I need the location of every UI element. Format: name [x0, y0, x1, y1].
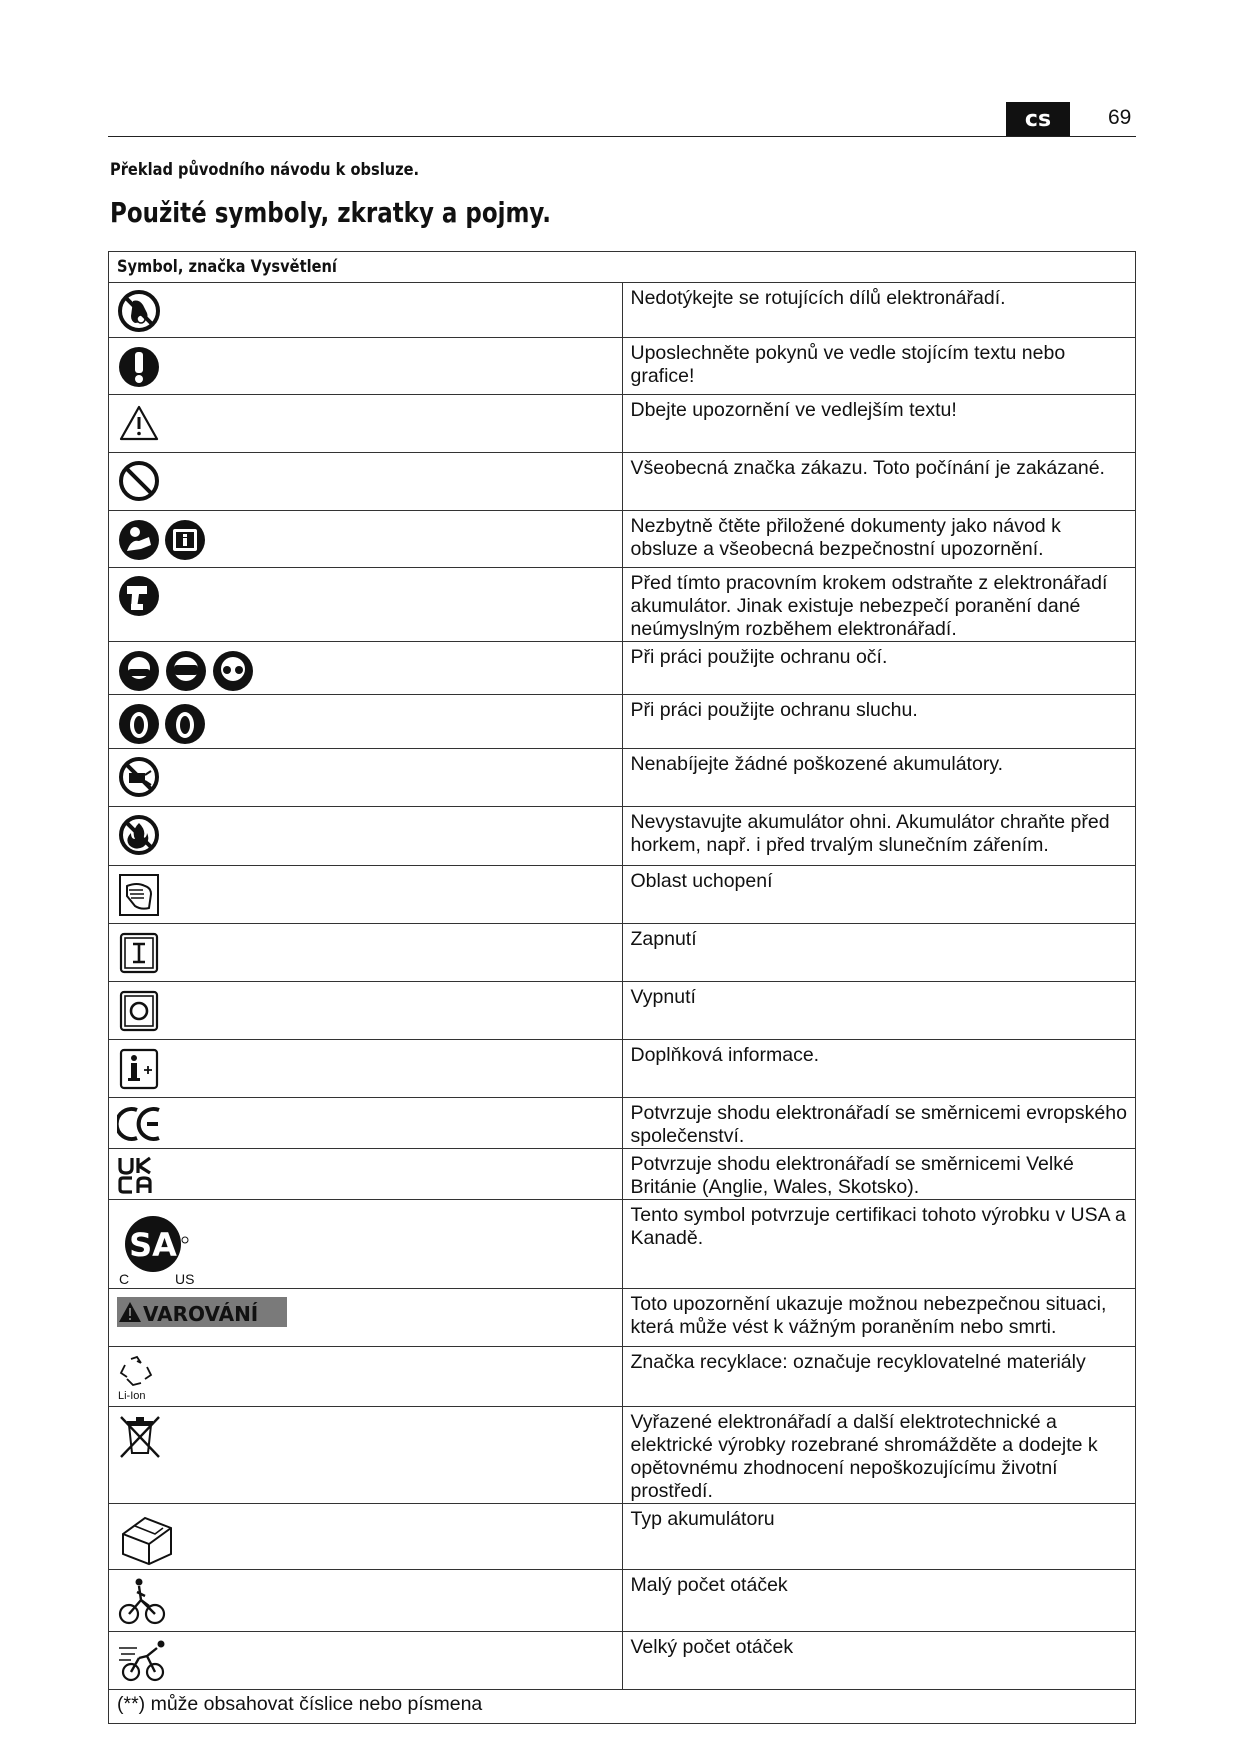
table-row [109, 1347, 1136, 1407]
page-title: Použité symboly, zkratky a pojmy. [110, 196, 551, 229]
svg-text:Li-Ion: Li-Ion [118, 1390, 146, 1402]
warning-label-icon [117, 1295, 287, 1329]
description-cell: Nedotýkejte se rotujících dílů elektronářadí. [622, 283, 1136, 338]
ear-protection-icon [117, 701, 213, 747]
prohibition-icon [117, 459, 161, 503]
table-row [109, 395, 1136, 453]
svg-text:SA: SA [129, 1226, 177, 1264]
read-manual-icon [117, 517, 213, 563]
table-row [109, 1040, 1136, 1098]
no-touch-rotating-parts-icon [117, 289, 161, 333]
description-cell: Potvrzuje shodu elektronářadí se směrnicemi Velké Británie (Anglie, Wales, Skotsko). [622, 1149, 1136, 1200]
description-cell: Před tímto pracovním krokem odstraňte z elektronářadí akumulátor. Jinak existuje nebezpečí poranění dané neúmyslným rozběhem elektronářadí. [622, 568, 1136, 642]
description-cell: Tento symbol potvrzuje certifikaci tohoto výrobku v USA a Kanadě. [622, 1200, 1136, 1289]
description-cell: Nezbytně čtěte přiložené dokumenty jako návod k obsluze a všeobecná bezpečnostní upozornění. [622, 511, 1136, 568]
no-fire-icon [117, 813, 161, 857]
weee-crossed-bin-icon [117, 1413, 163, 1461]
table-row [109, 1407, 1136, 1504]
low-speed-icon [117, 1576, 167, 1628]
description-cell: Při práci použijte ochranu sluchu. [622, 695, 1136, 749]
description-cell: Zapnutí [622, 924, 1136, 982]
table-header-row [109, 252, 1136, 283]
high-speed-icon [117, 1638, 173, 1684]
table-row [109, 453, 1136, 511]
power-off-icon [117, 988, 161, 1034]
description-cell: Malý počet otáček [622, 1570, 1136, 1632]
table-row [109, 1632, 1136, 1690]
ce-mark-icon [117, 1104, 167, 1144]
table-row [109, 924, 1136, 982]
info-plus-icon [117, 1046, 161, 1092]
table-row [109, 1200, 1136, 1289]
description-cell: Typ akumulátoru [622, 1504, 1136, 1570]
document-subtitle: Překlad původního návodu k obsluze. [110, 160, 420, 180]
ukca-mark-icon [117, 1155, 157, 1197]
battery-type-icon [117, 1510, 177, 1568]
description-cell: Toto upozornění ukazuje možnou nebezpečnou situaci, která může vést k vážným poraněním nebo smrti. [622, 1289, 1136, 1347]
table-row [109, 568, 1136, 642]
table-row [109, 1149, 1136, 1200]
table-footer-row [109, 1690, 1136, 1724]
description-cell: Velký počet otáček [622, 1632, 1136, 1690]
table-row [109, 982, 1136, 1040]
description-cell: Nevystavujte akumulátor ohni. Akumulátor chraňte před horkem, např. i před trvalým slunečním zářením. [622, 807, 1136, 866]
description-cell: Při práci použijte ochranu očí. [622, 642, 1136, 695]
description-cell: Vyřazené elektronářadí a další elektrotechnické a elektrické výrobky rozebrané shromážděte a dodejte k opětovnému zhodnocení nepoškozujícímu životní prostředí. [622, 1407, 1136, 1504]
table-row [109, 338, 1136, 395]
table-row [109, 511, 1136, 568]
symbols-table [108, 251, 1136, 1724]
table-row [109, 1504, 1136, 1570]
svg-text:VAROVÁNÍ: VAROVÁNÍ [143, 1302, 259, 1326]
language-tab: cs [1006, 102, 1070, 136]
power-on-icon [117, 930, 161, 976]
page-number: 69 [1108, 106, 1132, 129]
description-cell: Dbejte upozornění ve vedlejším textu! [622, 395, 1136, 453]
table-column-header: Symbol, značka Vysvětlení [109, 252, 1136, 283]
description-cell: Nenabíjejte žádné poškozené akumulátory. [622, 749, 1136, 807]
no-charging-damaged-battery-icon [117, 755, 161, 799]
description-cell: Všeobecná značka zákazu. Toto počínání je zakázané. [622, 453, 1136, 511]
table-row [109, 1098, 1136, 1149]
description-cell: Potvrzuje shodu elektronářadí se směrnicemi evropského společenství. [622, 1098, 1136, 1149]
description-cell: Doplňková informace. [622, 1040, 1136, 1098]
table-row [109, 807, 1136, 866]
table-row [109, 1570, 1136, 1632]
mandatory-exclamation-icon [117, 344, 161, 390]
description-cell: Uposlechněte pokynů ve vedle stojícím textu nebo grafice! [622, 338, 1136, 395]
header-rule [108, 136, 1136, 137]
warning-triangle-icon [117, 401, 161, 445]
description-cell: Oblast uchopení [622, 866, 1136, 924]
table-footnote: (**) může obsahovat číslice nebo písmena [109, 1690, 1136, 1724]
table-row [109, 1289, 1136, 1347]
table-row [109, 749, 1136, 807]
remove-battery-icon [117, 574, 161, 618]
table-row [109, 695, 1136, 749]
table-row [109, 283, 1136, 338]
svg-text:US: US [175, 1271, 195, 1287]
description-cell: Vypnutí [622, 982, 1136, 1040]
eye-protection-icon [117, 648, 267, 694]
table-row [109, 866, 1136, 924]
table-row [109, 642, 1136, 695]
recycling-li-ion-icon [117, 1353, 161, 1403]
description-cell: Značka recyklace: označuje recyklovatelné materiály [622, 1347, 1136, 1407]
grip-area-icon [117, 872, 161, 918]
csa-certification-icon [117, 1206, 207, 1288]
svg-text:C: C [119, 1271, 130, 1287]
